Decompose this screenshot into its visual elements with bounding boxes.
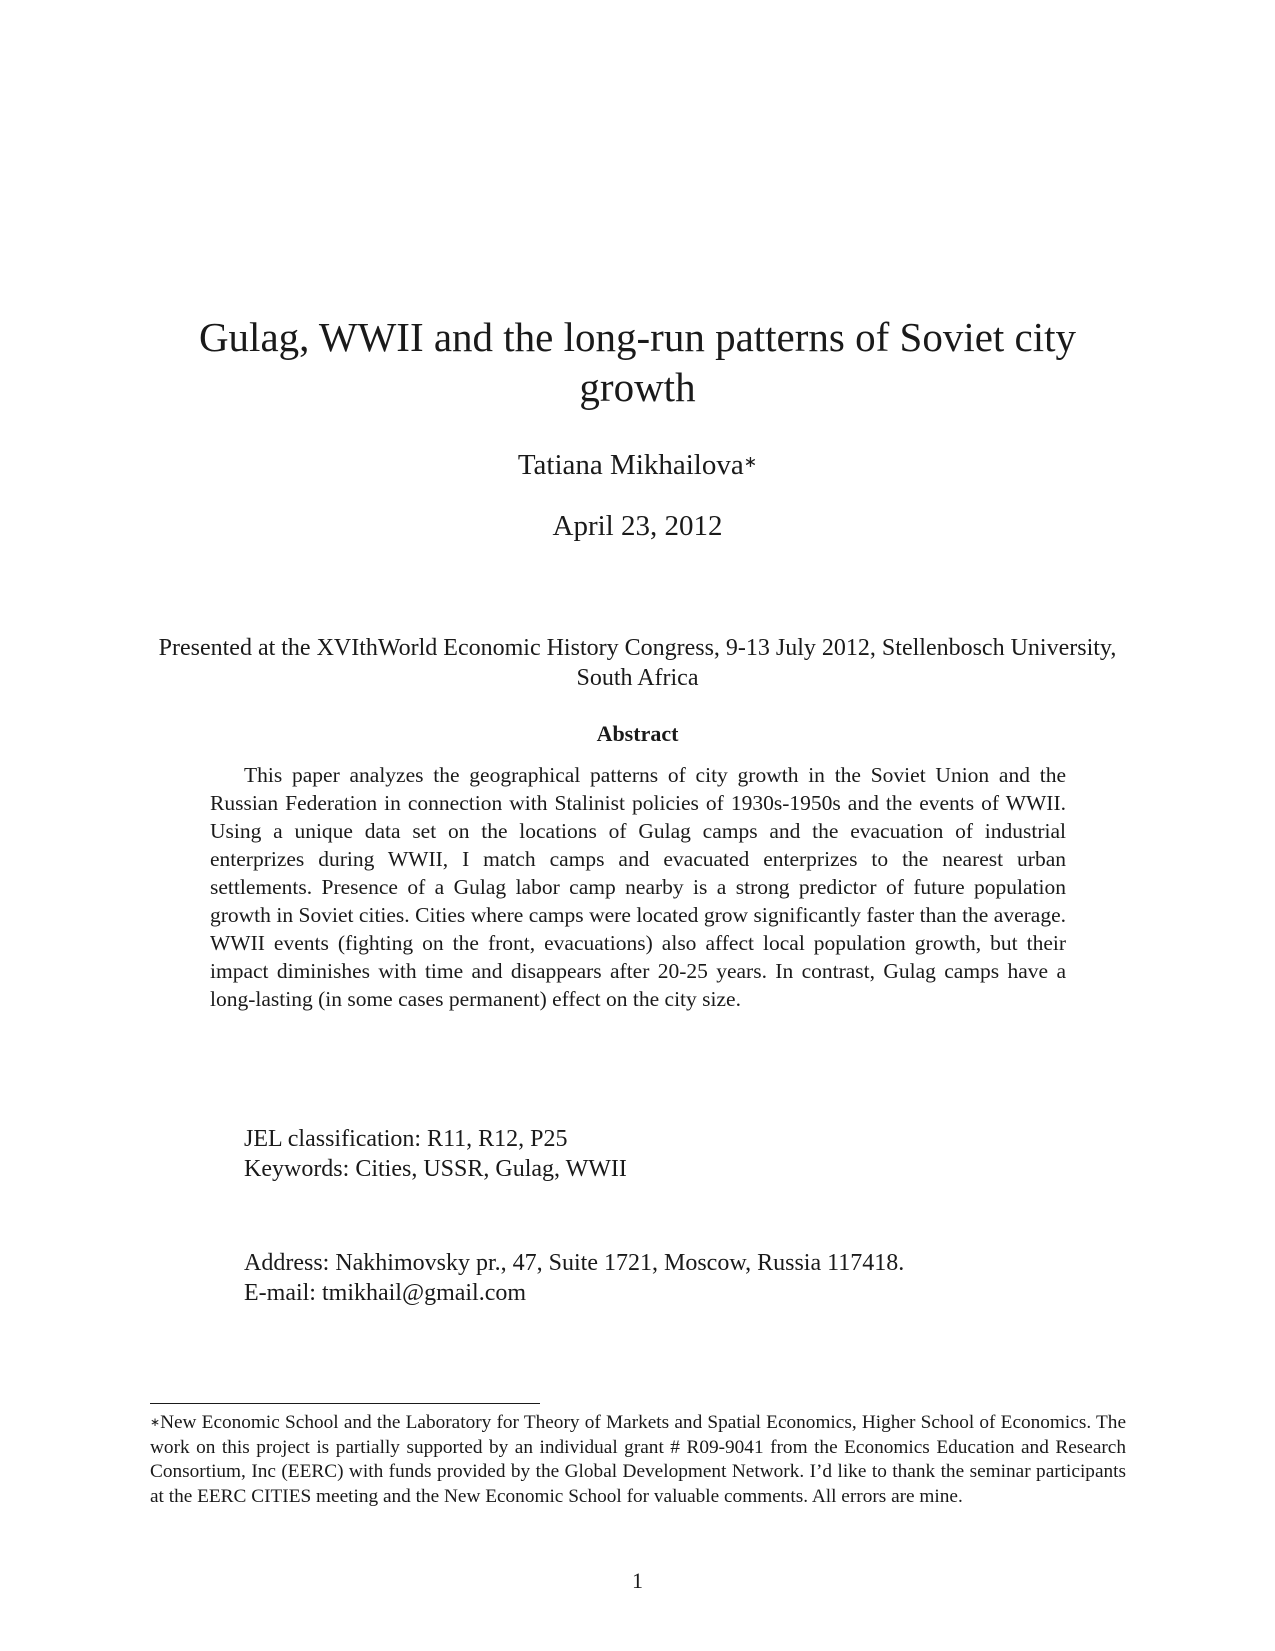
classification-block — [244, 1124, 1044, 1184]
author-name: Tatiana Mikhailova — [517, 449, 744, 481]
keywords: Keywords: Cities, USSR, Gulag, WWII — [244, 1156, 627, 1182]
abstract-heading: Abstract — [596, 721, 679, 746]
footnote-text: New Economic School and the Laboratory for Theory of Markets and Spatial Economics, Higher School of Economics. The work on this project is partially supported by an individual grant # R09-9041 from the Economics Education and Research Consortium, Inc (EERC) with funds provided by the Global Development Network. I’d like to thank the seminar participants at the EERC CITIES meeting and the New Economic School for valuable comments. All errors are mine. — [150, 1412, 1126, 1507]
author-footnote-mark: ∗ — [743, 454, 758, 471]
abstract-text: This paper analyzes the geographical patterns of city growth in the Soviet Union and the Russian Federation in connection with Stalinist policies of 1930s-1950s and the events of WWII. Using a unique data set on the locations of Gulag camps and the evacuation of industrial enterprizes during WWII, I match camps and evacuated enterprizes to the nearest urban settlements. Presence of a Gulag labor camp nearby is a strong predictor of future population growth in Soviet cities. Cities where camps were located grow significantly faster than the average. WWII events (fighting on the front, evacuations) also affect local population growth, but their impact diminishes with time and disappears after 20-25 years. In contrast, Gulag camps have a long-lasting (in some cases permanent) effect on the city size. — [210, 763, 1066, 1011]
footnote-mark: ∗ — [150, 1415, 161, 1429]
contact-block — [244, 1248, 1094, 1308]
page-number: 1 — [632, 1568, 643, 1593]
footnote — [150, 1411, 1126, 1509]
email-address: E-mail: tmikhail@gmail.com — [244, 1280, 527, 1306]
paper-title: Gulag, WWII and the long-run patterns of Soviet city growth — [198, 314, 1077, 410]
paper-date: April 23, 2012 — [552, 510, 723, 542]
footnote-divider — [150, 1403, 540, 1404]
presented-at-line: Presented at the XVIthWorld Economic History Congress, 9-13 July 2012, Stellenbosch University, South Africa — [158, 635, 1117, 691]
author-line — [0, 448, 1275, 482]
postal-address: Address: Nakhimovsky pr., 47, Suite 1721, Moscow, Russia 117418. — [244, 1250, 905, 1276]
jel-classification: JEL classification: R11, R12, P25 — [244, 1126, 568, 1152]
